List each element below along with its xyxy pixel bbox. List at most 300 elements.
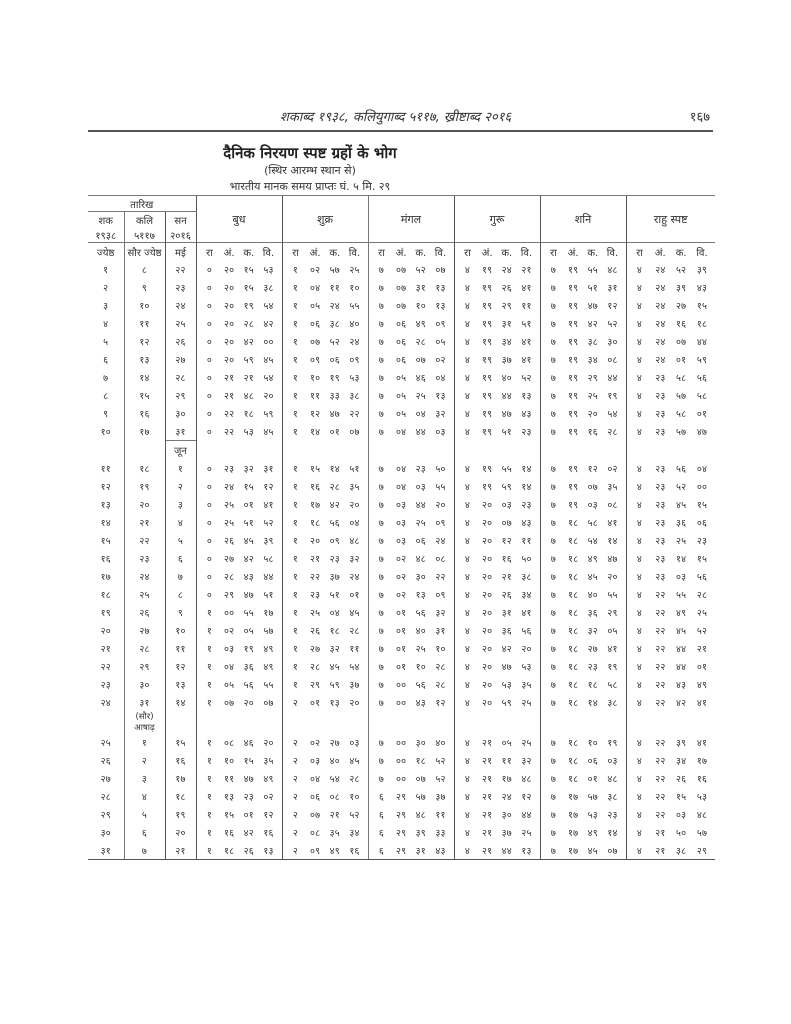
- empty-cell: [368, 711, 454, 733]
- budh-position: [196, 639, 282, 657]
- rahu-rashi: ४: [636, 755, 643, 767]
- rahu-ansh: २४: [655, 300, 666, 312]
- kali-date: १८: [124, 459, 165, 477]
- guru-vikala: २३: [521, 426, 532, 438]
- mangal-vikala: ४०: [435, 737, 446, 749]
- budh-position: [196, 603, 282, 621]
- shukra-ansh: ०४: [310, 282, 321, 294]
- shani-ansh: १८: [568, 607, 579, 619]
- shani-kala: ४०: [587, 589, 598, 601]
- shukra-vikala: ५३: [349, 372, 360, 384]
- shaka-date: १५: [100, 535, 111, 547]
- shani-position: [540, 733, 626, 751]
- shani-vikala: १४: [607, 535, 618, 547]
- budh-position: [196, 296, 282, 314]
- shukra-ansh: २६: [310, 625, 321, 637]
- budh-vikala: ३९: [263, 535, 274, 547]
- shani-kala: ५४: [587, 535, 598, 547]
- guru-rashi: ४: [464, 791, 471, 803]
- guru-ansh: २१: [482, 755, 493, 767]
- rahu-ansh: २३: [655, 463, 666, 475]
- guru-rashi: ४: [464, 553, 471, 565]
- rahu-ansh: २३: [655, 553, 666, 565]
- shaka-date: ४: [103, 318, 109, 330]
- mangal-vikala: २८: [435, 661, 446, 673]
- guru-ansh: १९: [482, 300, 493, 312]
- budh-position: [196, 549, 282, 567]
- budh-ansh: २७: [224, 553, 235, 565]
- mangal-vikala: ५२: [435, 755, 446, 767]
- budh-position: [196, 422, 282, 441]
- budh-kala: ३६: [243, 661, 254, 673]
- shani-rashi: ७: [550, 845, 557, 857]
- shaka-date: ५: [103, 336, 109, 348]
- shukra-kala: ०१: [329, 426, 340, 438]
- shani-kala: ०३: [587, 499, 598, 511]
- mangal-ansh: ०५: [396, 390, 407, 402]
- shani-ansh: १९: [568, 408, 579, 420]
- mangal-kala: २५: [415, 643, 426, 655]
- budh-rashi: ०: [206, 553, 213, 565]
- shukra-position: [282, 657, 368, 675]
- mangal-kala: २८: [415, 336, 426, 348]
- san-date: १०: [165, 621, 196, 639]
- mangal-position: [368, 805, 454, 823]
- rahu-position: [626, 513, 715, 531]
- mangal-kala: ५६: [415, 607, 426, 619]
- shani-position: [540, 805, 626, 823]
- shukra-kala: ०९: [329, 535, 340, 547]
- guru-position: [454, 693, 540, 711]
- rahu-ansh: २२: [655, 625, 666, 637]
- mangal-vikala: ५०: [435, 463, 446, 475]
- guru-rashi: ४: [464, 571, 471, 583]
- mangal-ansh: ०४: [396, 481, 407, 493]
- shukra-vikala: ४५: [349, 755, 360, 767]
- shukra-vikala: ०९: [349, 354, 360, 366]
- mangal-kala: ४९: [415, 318, 426, 330]
- mangal-kala: २३: [415, 463, 426, 475]
- table-row: [88, 603, 715, 621]
- mangal-kala: ०३: [415, 481, 426, 493]
- rahu-rashi: ४: [636, 481, 643, 493]
- budh-kala: १५: [243, 481, 254, 493]
- mangal-ansh: ०५: [396, 372, 407, 384]
- guru-vikala: २०: [521, 643, 532, 655]
- rahu-rashi: ४: [636, 390, 643, 402]
- shani-rashi: ७: [550, 607, 557, 619]
- shukra-position: [282, 805, 368, 823]
- rahu-kala: ५५: [676, 589, 687, 601]
- mangal-rashi: ७: [378, 318, 385, 330]
- shani-ansh: १९: [568, 282, 579, 294]
- mangal-position: [368, 657, 454, 675]
- rahu-rashi: ४: [636, 827, 643, 839]
- shukra-position: [282, 841, 368, 860]
- mangal-kala: ४३: [415, 697, 426, 709]
- budh-rashi: १: [206, 625, 213, 637]
- kali-date: १०: [124, 296, 165, 314]
- planet-header-shukra: शुक्र: [282, 196, 368, 243]
- shukra-position: [282, 513, 368, 531]
- shani-position: [540, 477, 626, 495]
- shukra-rashi: १: [292, 390, 299, 402]
- rahu-rashi: ४: [636, 553, 643, 565]
- mangal-position: [368, 621, 454, 639]
- rahu-rashi: ४: [636, 318, 643, 330]
- mangal-rashi: ७: [378, 354, 385, 366]
- shukra-rashi: २: [292, 755, 299, 767]
- guru-position: [454, 296, 540, 314]
- shani-position: [540, 332, 626, 350]
- shani-ansh: १८: [568, 643, 579, 655]
- budh-vikala: ४९: [263, 661, 274, 673]
- rahu-vikala: २९: [696, 845, 708, 857]
- budh-rashi: ०: [206, 517, 213, 529]
- empty-cell: [88, 441, 124, 460]
- shukra-kala: १४: [329, 463, 340, 475]
- mangal-kala: ४६: [415, 372, 426, 384]
- shaka-date: ६: [103, 354, 109, 366]
- rahu-rashi: ४: [636, 661, 643, 673]
- shani-vikala: ४८: [607, 773, 618, 785]
- subcol-label: रा: [636, 247, 643, 259]
- guru-position: [454, 675, 540, 693]
- rahu-ansh: २३: [655, 372, 666, 384]
- rahu-rashi: ४: [636, 264, 643, 276]
- shaka-date: १३: [100, 499, 111, 511]
- time-note: भारतीय मानक समय प्राप्तः घं. ५ मि. २९: [229, 180, 391, 193]
- table-row: [88, 621, 715, 639]
- rahu-position: [626, 639, 715, 657]
- rahu-position: [626, 404, 715, 422]
- guru-vikala: ५६: [521, 625, 532, 637]
- table-row: [88, 513, 715, 531]
- guru-vikala: २१: [521, 264, 532, 276]
- mangal-kala: ४४: [415, 426, 426, 438]
- budh-kala: १९: [243, 643, 254, 655]
- budh-ansh: २८: [224, 571, 235, 583]
- rahu-kala: ०१: [676, 354, 687, 366]
- mangal-ansh: ०१: [396, 643, 407, 655]
- shani-position: [540, 621, 626, 639]
- subcol-label: वि.: [348, 247, 361, 259]
- mangal-vikala: ४३: [435, 845, 446, 857]
- budh-rashi: ०: [206, 535, 213, 547]
- guru-ansh: १९: [482, 372, 493, 384]
- shani-vikala: ५२: [607, 318, 618, 330]
- shani-vikala: १९: [607, 737, 618, 749]
- kali-date: ८: [124, 260, 165, 278]
- shaka-date: ३: [103, 300, 109, 312]
- san-date: २: [165, 477, 196, 495]
- guru-vikala: ३५: [521, 679, 532, 691]
- shani-kala: ४७: [587, 300, 598, 312]
- mangal-ansh: ०७: [396, 264, 407, 276]
- shani-position: [540, 459, 626, 477]
- san-date: १९: [165, 805, 196, 823]
- budh-ansh: २०: [224, 300, 235, 312]
- rahu-kala: ५८: [676, 372, 687, 384]
- guru-kala: ४०: [501, 372, 512, 384]
- mangal-position: [368, 404, 454, 422]
- budh-ansh: १३: [224, 791, 235, 803]
- shaka-date: १७: [100, 571, 111, 583]
- rahu-vikala: ५९: [696, 354, 708, 366]
- mangal-vikala: ३२: [435, 607, 446, 619]
- table-row: [88, 675, 715, 693]
- rahu-kala: ५२: [676, 481, 687, 493]
- mangal-kala: १३: [415, 589, 426, 601]
- budh-position: [196, 769, 282, 787]
- shani-ansh: १८: [568, 535, 579, 547]
- mangal-rashi: ७: [378, 390, 385, 402]
- budh-rashi: १: [206, 697, 213, 709]
- rahu-ansh: २४: [655, 354, 666, 366]
- shukra-kala: ५६: [329, 517, 340, 529]
- shaka-date: १०: [100, 426, 111, 438]
- table-row: [88, 404, 715, 422]
- shaka-date: २५: [100, 737, 111, 749]
- shukra-vikala: ५५: [349, 300, 360, 312]
- empty-cell: [626, 441, 715, 460]
- shukra-ansh: ०५: [310, 300, 321, 312]
- budh-kala: १५: [243, 282, 254, 294]
- san-date: १७: [165, 769, 196, 787]
- shani-ansh: १८: [568, 589, 579, 601]
- mangal-rashi: ७: [378, 607, 385, 619]
- rahu-rashi: ४: [636, 426, 643, 438]
- shani-position: [540, 296, 626, 314]
- shukra-position: [282, 314, 368, 332]
- budh-rashi: ०: [206, 300, 213, 312]
- table-row: [88, 769, 715, 787]
- table-row: [88, 531, 715, 549]
- shani-kala: ३८: [587, 336, 598, 348]
- budh-vikala: ४२: [263, 318, 274, 330]
- rahu-rashi: ४: [636, 737, 643, 749]
- shani-kala: ५३: [587, 809, 598, 821]
- shukra-position: [282, 639, 368, 657]
- budh-vikala: ५१: [263, 589, 274, 601]
- mangal-kala: २५: [415, 517, 426, 529]
- shukra-ansh: ०२: [310, 737, 321, 749]
- guru-ansh: २१: [482, 791, 493, 803]
- guru-position: [454, 639, 540, 657]
- rahu-rashi: ४: [636, 643, 643, 655]
- rahu-kala: ५८: [676, 408, 687, 420]
- table-row: [88, 823, 715, 841]
- mangal-vikala: ०३: [435, 426, 446, 438]
- mangal-rashi: ७: [378, 517, 385, 529]
- budh-position: [196, 404, 282, 422]
- shani-vikala: ०५: [607, 625, 618, 637]
- subcol-label: अं.: [567, 247, 579, 259]
- empty-cell: [282, 711, 368, 733]
- budh-vikala: ५८: [263, 553, 274, 565]
- rahu-rashi: ४: [636, 773, 643, 785]
- rahu-ansh: २४: [655, 318, 666, 330]
- mangal-rashi: ७: [378, 264, 385, 276]
- san-header: सन: [165, 212, 196, 228]
- mangal-vikala: ३१: [435, 625, 446, 637]
- guru-ansh: १९: [482, 336, 493, 348]
- guru-ansh: २०: [482, 589, 493, 601]
- shani-ansh: १८: [568, 755, 579, 767]
- shani-position: [540, 639, 626, 657]
- mangal-rashi: ६: [378, 809, 385, 821]
- guru-rashi: ४: [464, 755, 471, 767]
- san-date: १: [165, 459, 196, 477]
- subcols-rahu: [626, 243, 715, 261]
- shani-ansh: १८: [568, 517, 579, 529]
- shani-position: [540, 513, 626, 531]
- kali-date: २२: [124, 531, 165, 549]
- shani-position: [540, 693, 626, 711]
- mangal-position: [368, 296, 454, 314]
- budh-ansh: १८: [224, 845, 235, 857]
- rahu-kala: ५७: [676, 426, 687, 438]
- shani-ansh: १९: [568, 499, 579, 511]
- guru-rashi: ४: [464, 282, 471, 294]
- shani-kala: ५७: [587, 791, 598, 803]
- rahu-vikala: ४३: [696, 282, 708, 294]
- mangal-position: [368, 823, 454, 841]
- shani-ansh: १९: [568, 318, 579, 330]
- shani-rashi: ७: [550, 625, 557, 637]
- guru-position: [454, 332, 540, 350]
- mangal-vikala: ३७: [435, 791, 446, 803]
- rahu-rashi: ४: [636, 607, 643, 619]
- shukra-ansh: ०३: [310, 755, 321, 767]
- shaka-month: ज्येष्ठ: [88, 243, 124, 261]
- budh-rashi: ०: [206, 481, 213, 493]
- shani-rashi: ७: [550, 643, 557, 655]
- shukra-ansh: २२: [310, 571, 321, 583]
- budh-position: [196, 531, 282, 549]
- shukra-kala: ५२: [329, 336, 340, 348]
- table-row: [88, 386, 715, 404]
- rahu-kala: ४५: [676, 499, 687, 511]
- mangal-vikala: १३: [435, 282, 446, 294]
- guru-ansh: २१: [482, 827, 493, 839]
- budh-position: [196, 841, 282, 860]
- rahu-rashi: ४: [636, 372, 643, 384]
- budh-vikala: ४५: [263, 426, 274, 438]
- guru-position: [454, 368, 540, 386]
- mangal-kala: १०: [415, 300, 426, 312]
- shukra-ansh: ११: [310, 390, 321, 402]
- guru-kala: ४७: [501, 661, 512, 673]
- guru-vikala: ५३: [521, 661, 532, 673]
- mangal-rashi: ७: [378, 679, 385, 691]
- mangal-position: [368, 531, 454, 549]
- rahu-rashi: ४: [636, 625, 643, 637]
- rahu-kala: ३६: [676, 517, 687, 529]
- empty-cell: [124, 441, 165, 460]
- rahu-kala: ३८: [676, 845, 687, 857]
- shani-kala: १६: [587, 426, 598, 438]
- guru-rashi: ४: [464, 481, 471, 493]
- guru-rashi: ४: [464, 408, 471, 420]
- shani-position: [540, 368, 626, 386]
- budh-position: [196, 513, 282, 531]
- empty-cell: [282, 441, 368, 460]
- rahu-vikala: १७: [696, 755, 708, 767]
- mangal-rashi: ७: [378, 625, 385, 637]
- budh-ansh: ०२: [224, 625, 235, 637]
- san-date: २९: [165, 386, 196, 404]
- budh-rashi: ०: [206, 589, 213, 601]
- shani-ansh: १९: [568, 300, 579, 312]
- shani-rashi: ७: [550, 553, 557, 565]
- guru-vikala: ४४: [521, 809, 532, 821]
- shukra-position: [282, 693, 368, 711]
- shukra-vikala: ०७: [349, 426, 360, 438]
- guru-ansh: २०: [482, 697, 493, 709]
- rahu-position: [626, 459, 715, 477]
- budh-vikala: ४५: [263, 354, 274, 366]
- rahu-kala: ४२: [676, 697, 687, 709]
- shukra-rashi: १: [292, 571, 299, 583]
- guru-position: [454, 751, 540, 769]
- budh-rashi: ०: [206, 336, 213, 348]
- budh-rashi: १: [206, 773, 213, 785]
- rahu-position: [626, 823, 715, 841]
- mangal-kala: ३०: [415, 571, 426, 583]
- kali-date: १४: [124, 368, 165, 386]
- rahu-vikala: १८: [696, 318, 708, 330]
- subcol-label: रा: [292, 247, 299, 259]
- rahu-vikala: ५३: [696, 791, 708, 803]
- guru-ansh: २०: [482, 643, 493, 655]
- budh-kala: २३: [243, 791, 254, 803]
- table-row: [88, 477, 715, 495]
- shani-vikala: २९: [607, 607, 618, 619]
- budh-position: [196, 386, 282, 404]
- page-number: १६७: [689, 110, 710, 125]
- budh-vikala: ३५: [263, 755, 274, 767]
- mangal-ansh: ०६: [396, 318, 407, 330]
- planet-header-budh: बुध: [196, 196, 282, 243]
- budh-kala: २०: [243, 697, 254, 709]
- empty-cell: [626, 711, 715, 733]
- page-subtitle: (स्थिर आरम्भ स्थान से): [264, 164, 356, 177]
- shukra-position: [282, 585, 368, 603]
- rahu-ansh: २२: [655, 661, 666, 673]
- shani-position: [540, 549, 626, 567]
- guru-vikala: ५१: [521, 318, 532, 330]
- shani-ansh: १८: [568, 773, 579, 785]
- mangal-vikala: ११: [435, 809, 446, 821]
- budh-vikala: ४४: [263, 571, 274, 583]
- budh-ansh: २२: [224, 408, 235, 420]
- san-month: मई: [165, 243, 196, 261]
- guru-ansh: १९: [482, 264, 493, 276]
- rahu-rashi: ४: [636, 791, 643, 803]
- shani-kala: ४९: [587, 553, 598, 565]
- running-head-title: शकाब्द १९३८, कलियुगाब्द ५११७, ख्रीष्टाब्द २०१६: [280, 110, 512, 125]
- budh-vikala: ४९: [263, 643, 274, 655]
- shaka-date: २३: [100, 679, 111, 691]
- shani-kala: १८: [587, 679, 598, 691]
- shukra-ansh: ०२: [310, 264, 321, 276]
- guru-ansh: १९: [482, 408, 493, 420]
- subcols-shukra: [282, 243, 368, 261]
- table-row: [88, 841, 715, 860]
- shukra-vikala: २८: [349, 773, 360, 785]
- mangal-vikala: ०९: [435, 318, 446, 330]
